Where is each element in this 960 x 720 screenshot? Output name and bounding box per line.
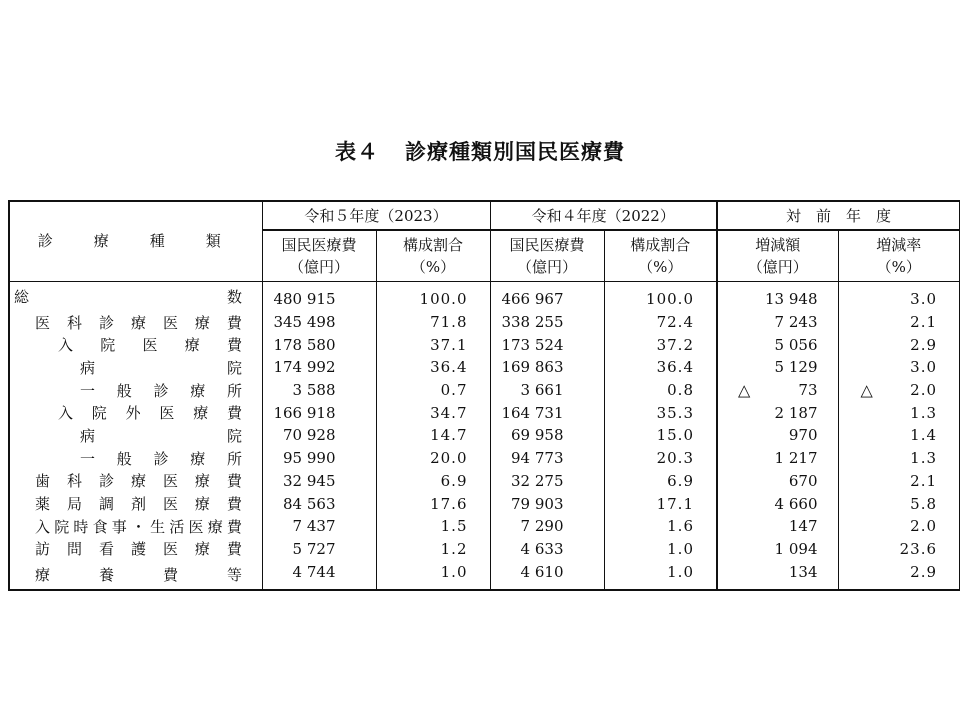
r5-cost-cell: 84 563: [262, 492, 376, 515]
rate-value: 2.9: [910, 335, 938, 354]
row-label-char: 所: [226, 449, 242, 468]
r5-share-cell: 6.9: [376, 470, 490, 493]
r4-cost-cell: 94 773: [490, 447, 604, 470]
diff-cell: [717, 538, 838, 561]
diff-cell: [717, 470, 838, 493]
diff-value: 73: [798, 381, 818, 400]
diff-cell: [717, 379, 838, 402]
row-label: [9, 470, 262, 493]
subheader-r4-share: 構成割合 （%）: [604, 230, 717, 282]
rate-value: 5.8: [910, 494, 938, 513]
row-label-char: 療: [207, 517, 223, 536]
row-label-char: 診: [98, 313, 114, 332]
row-label-char: 療: [130, 472, 146, 491]
row-label-char: 医: [159, 404, 175, 423]
diff-cell: [717, 282, 838, 311]
row-label-char: 院: [54, 517, 70, 536]
r4-cost-cell: 338 255: [490, 311, 604, 334]
table-row: [9, 379, 960, 402]
rate-value: 2.1: [910, 471, 938, 490]
table-row: [9, 492, 960, 515]
table-row: [9, 447, 960, 470]
row-label-text: [80, 356, 242, 379]
row-label: [9, 379, 262, 402]
r5-cost-cell: 7 437: [262, 515, 376, 538]
row-label-char: 療: [130, 313, 146, 332]
subheader-r5-share: 構成割合 （%）: [376, 230, 490, 282]
row-label-text: [80, 447, 242, 470]
r5-cost-cell: 4 744: [262, 560, 376, 590]
row-label-char: 局: [66, 495, 82, 514]
rate-cell: [838, 560, 960, 590]
rate-cell: [838, 538, 960, 561]
r5-share-cell: 100.0: [376, 282, 490, 311]
r4-share-cell: 37.2: [604, 333, 717, 356]
r5-share-cell: 1.0: [376, 560, 490, 590]
row-label-char: 費: [226, 313, 242, 332]
table-row: [9, 424, 960, 447]
table-row: [9, 470, 960, 493]
r4-cost-cell: 4 610: [490, 560, 604, 590]
r4-cost-cell: 173 524: [490, 333, 604, 356]
row-label-char: 般: [116, 381, 132, 400]
row-label-char: 問: [66, 540, 82, 559]
row-label-char: 病: [80, 358, 96, 377]
r4-share-cell: 100.0: [604, 282, 717, 311]
r4-cost-cell: 7 290: [490, 515, 604, 538]
rate-cell: [838, 447, 960, 470]
row-label: [9, 356, 262, 379]
subheader-r4-cost: 国民医療費 （億円）: [490, 230, 604, 282]
header-period-yoy: 対 前 年 度: [717, 201, 960, 230]
diff-value: 670: [788, 471, 818, 490]
r4-share-cell: 1.0: [604, 560, 717, 590]
row-label-char: 数: [226, 287, 242, 306]
diff-value: 5 129: [774, 358, 818, 377]
row-label-text: [35, 538, 242, 561]
row-label-char: 院: [91, 404, 107, 423]
r4-cost-cell: 164 731: [490, 401, 604, 424]
row-label-char: 療: [190, 449, 206, 468]
row-label-char: 調: [98, 495, 114, 514]
row-label-char: 院: [226, 426, 242, 445]
table-row: [9, 401, 960, 424]
row-label-char: 診: [98, 472, 114, 491]
r5-cost-cell: 345 498: [262, 311, 376, 334]
diff-value: 7 243: [774, 313, 818, 332]
diff-value: 134: [788, 562, 818, 581]
r4-cost-cell: 169 863: [490, 356, 604, 379]
table-row: [9, 333, 960, 356]
r5-cost-cell: 95 990: [262, 447, 376, 470]
row-label-text: [80, 379, 242, 402]
row-label-char: 費: [226, 540, 242, 559]
diff-value: 4 660: [774, 494, 818, 513]
r5-cost-cell: 166 918: [262, 401, 376, 424]
r5-share-cell: 37.1: [376, 333, 490, 356]
r4-share-cell: 1.0: [604, 538, 717, 561]
row-label: [9, 282, 262, 311]
row-label-char: 般: [116, 449, 132, 468]
diff-cell: [717, 356, 838, 379]
rate-cell: [838, 424, 960, 447]
diff-cell: [717, 447, 838, 470]
row-label-char: 薬: [35, 495, 51, 514]
row-label-char: 事: [111, 517, 127, 536]
row-label-char: 療: [35, 566, 51, 585]
rate-value: 2.0: [910, 381, 938, 400]
row-label-text: [35, 492, 242, 515]
r4-cost-cell: 69 958: [490, 424, 604, 447]
row-label-char: 療: [194, 495, 210, 514]
row-label-char: 療: [194, 313, 210, 332]
row-label-char: 病: [80, 426, 96, 445]
r4-cost-cell: 32 275: [490, 470, 604, 493]
row-label-char: 医: [162, 472, 178, 491]
row-label-char: 歯: [35, 472, 51, 491]
diff-cell: [717, 401, 838, 424]
r5-share-cell: 20.0: [376, 447, 490, 470]
row-label-char: 費: [226, 495, 242, 514]
diff-value: 5 056: [774, 335, 818, 354]
r5-share-cell: 0.7: [376, 379, 490, 402]
row-label-char: 入: [58, 404, 74, 423]
subheader-diff: 増減額 （億円）: [717, 230, 838, 282]
row-label-char: 療: [194, 472, 210, 491]
r4-share-cell: 36.4: [604, 356, 717, 379]
r5-share-cell: 14.7: [376, 424, 490, 447]
diff-value: 147: [788, 517, 818, 536]
r4-cost-cell: 466 967: [490, 282, 604, 311]
row-label: [9, 560, 262, 590]
r4-share-cell: 72.4: [604, 311, 717, 334]
row-label-char: 入: [35, 517, 51, 536]
r4-cost-cell: 79 903: [490, 492, 604, 515]
row-label-char: 等: [226, 566, 242, 585]
decrease-mark-icon: △: [738, 380, 751, 400]
row-label-text: [35, 311, 242, 334]
row-label: [9, 447, 262, 470]
page-title: [0, 136, 960, 166]
r5-cost-cell: 178 580: [262, 333, 376, 356]
row-label-char: 一: [80, 449, 96, 468]
row-label-char: 医: [35, 313, 51, 332]
row-label-char: 療: [194, 540, 210, 559]
r4-share-cell: 17.1: [604, 492, 717, 515]
rate-cell: [838, 379, 960, 402]
row-label-char: 院: [226, 358, 242, 377]
row-label-char: 外: [125, 404, 141, 423]
r4-share-cell: 20.3: [604, 447, 717, 470]
diff-cell: [717, 311, 838, 334]
row-label-char: 費: [162, 566, 178, 585]
rate-value: 23.6: [899, 539, 938, 558]
diff-cell: [717, 515, 838, 538]
row-label-char: 医: [162, 495, 178, 514]
r5-cost-cell: 32 945: [262, 470, 376, 493]
row-label-text: [35, 560, 242, 589]
diff-value: 1 217: [774, 449, 818, 468]
header-period-r5: 令和５年度（2023）: [262, 201, 490, 230]
row-label-char: 医: [188, 517, 204, 536]
row-label-char: 科: [66, 313, 82, 332]
row-label-char: 療: [190, 381, 206, 400]
diff-cell: [717, 424, 838, 447]
r4-cost-cell: 3 661: [490, 379, 604, 402]
r5-cost-cell: 70 928: [262, 424, 376, 447]
row-label-char: 療: [184, 336, 200, 355]
row-label-text: [58, 333, 242, 356]
rate-value: 1.3: [910, 449, 938, 468]
row-label-char: 医: [162, 313, 178, 332]
row-label-char: 時: [73, 517, 89, 536]
row-label-text: [58, 401, 242, 424]
row-label-char: 訪: [35, 540, 51, 559]
table-row: [9, 515, 960, 538]
row-label-text: [14, 282, 242, 311]
r4-share-cell: 0.8: [604, 379, 717, 402]
rate-value: 1.3: [910, 403, 938, 422]
r5-cost-cell: 3 588: [262, 379, 376, 402]
row-label-char: 医: [162, 540, 178, 559]
row-label-char: ・: [130, 517, 146, 536]
row-label-char: 費: [226, 336, 242, 355]
row-label-char: 医: [142, 336, 158, 355]
table-number: 表４: [335, 140, 379, 164]
rate-cell: [838, 492, 960, 515]
row-label-char: 療: [193, 404, 209, 423]
table-row: [9, 356, 960, 379]
row-label-char: 院: [100, 336, 116, 355]
row-label-char: 診: [153, 449, 169, 468]
header-period-r4: 令和４年度（2022）: [490, 201, 717, 230]
row-label-char: 費: [226, 517, 242, 536]
rate-value: 3.0: [910, 358, 938, 377]
r4-share-cell: 6.9: [604, 470, 717, 493]
diff-value: 2 187: [774, 403, 818, 422]
rate-value: 3.0: [910, 290, 938, 309]
row-label: [9, 515, 262, 538]
rate-cell: [838, 311, 960, 334]
row-label-char: 診: [153, 381, 169, 400]
row-label-char: 生: [150, 517, 166, 536]
subheader-r5-cost: 国民医療費 （億円）: [262, 230, 376, 282]
row-label-text: [80, 424, 242, 447]
rate-cell: [838, 356, 960, 379]
r5-share-cell: 36.4: [376, 356, 490, 379]
r4-share-cell: 35.3: [604, 401, 717, 424]
diff-cell: [717, 560, 838, 590]
row-label-char: 総: [14, 287, 30, 306]
header-category: 診 療 種 類: [9, 201, 262, 282]
row-label-char: 護: [130, 540, 146, 559]
row-label-char: 入: [58, 336, 74, 355]
diff-value: 970: [788, 426, 818, 445]
diff-value: 1 094: [774, 539, 818, 558]
r4-share-cell: 15.0: [604, 424, 717, 447]
row-label: [9, 538, 262, 561]
diff-value: 13 948: [765, 290, 818, 309]
rate-value: 2.9: [910, 562, 938, 581]
rate-cell: [838, 333, 960, 356]
row-label: [9, 333, 262, 356]
medical-cost-table: [8, 200, 960, 591]
row-label-text: [35, 470, 242, 493]
rate-value: 2.1: [910, 313, 938, 332]
table-row: [9, 538, 960, 561]
r5-share-cell: 1.5: [376, 515, 490, 538]
rate-cell: [838, 282, 960, 311]
r5-share-cell: 1.2: [376, 538, 490, 561]
row-label-char: 食: [92, 517, 108, 536]
rate-cell: [838, 470, 960, 493]
row-label-char: 看: [98, 540, 114, 559]
row-label-char: 費: [226, 472, 242, 491]
r5-share-cell: 17.6: [376, 492, 490, 515]
row-label-char: 養: [98, 566, 114, 585]
row-label-char: 科: [66, 472, 82, 491]
row-label: [9, 401, 262, 424]
r4-cost-cell: 4 633: [490, 538, 604, 561]
r4-share-cell: 1.6: [604, 515, 717, 538]
row-label-char: 剤: [130, 495, 146, 514]
r5-share-cell: 71.8: [376, 311, 490, 334]
rate-cell: [838, 401, 960, 424]
r5-cost-cell: 480 915: [262, 282, 376, 311]
row-label: [9, 492, 262, 515]
rate-cell: [838, 515, 960, 538]
r5-cost-cell: 5 727: [262, 538, 376, 561]
table-row: [9, 560, 960, 590]
rate-value: 1.4: [910, 426, 938, 445]
row-label: [9, 424, 262, 447]
row-label-text: [35, 515, 242, 538]
r5-share-cell: 34.7: [376, 401, 490, 424]
table-row: [9, 311, 960, 334]
subheader-rate: 増減率 （%）: [838, 230, 960, 282]
row-label-char: 費: [226, 404, 242, 423]
row-label: [9, 311, 262, 334]
decrease-mark-icon: △: [860, 380, 874, 400]
rate-value: 2.0: [910, 517, 938, 536]
r5-cost-cell: 174 992: [262, 356, 376, 379]
diff-cell: [717, 333, 838, 356]
row-label-char: 所: [226, 381, 242, 400]
row-label-char: 一: [80, 381, 96, 400]
row-label-char: 活: [169, 517, 185, 536]
diff-cell: [717, 492, 838, 515]
table-title: 診療種類別国民医療費: [405, 140, 625, 164]
table-row: [9, 282, 960, 311]
